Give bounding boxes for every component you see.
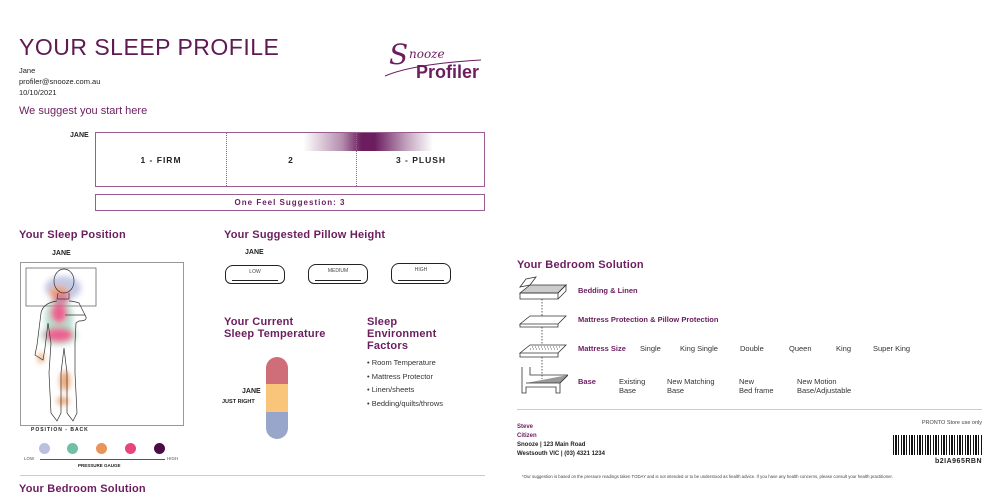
bedroom-heading: Your Bedroom Solution — [517, 259, 644, 271]
pillow-heading: Your Suggested Pillow Height — [224, 229, 386, 241]
pronto-label: PRONTO Store use only — [921, 420, 982, 426]
base-new-matching: New Matching Base — [667, 377, 715, 395]
pillow-high: HIGH — [391, 263, 451, 284]
gauge-dot-3 — [96, 443, 107, 454]
feel-heading: We suggest you start here — [19, 105, 148, 117]
snooze-profiler-logo — [383, 38, 488, 83]
size-single: Single — [640, 344, 661, 353]
env-item: • Room Temperature — [367, 358, 436, 367]
bedding-linen: Bedding & Linen — [578, 286, 638, 295]
barcode-code: b2IA965RBN — [934, 458, 982, 465]
pillow-medium: MEDIUM — [308, 264, 368, 284]
pillow-person: JANE — [245, 249, 264, 256]
feel-level-plush: 3 - PLUSH — [395, 155, 447, 165]
size-king: King — [836, 344, 852, 353]
base-new-bed-frame: New Bed frame — [739, 377, 774, 395]
profile-date: 10/10/2021 — [19, 88, 57, 97]
customer-email: profiler@snooze.com.au — [19, 77, 101, 86]
feel-suggestion: One Feel Suggestion: 3 — [95, 194, 485, 211]
gauge-label: PRESSURE GAUGE — [78, 463, 121, 468]
temperature-status: JUST RIGHT — [222, 399, 255, 405]
gauge-high: HIGH — [167, 456, 179, 461]
base-existing: Existing Base — [619, 377, 646, 395]
base-motion-adjustable: New Motion Base/Adjustable — [797, 377, 852, 395]
size-double: Double — [740, 344, 764, 353]
disclaimer: *Our suggestion is based on the pressure readings taken TODAY and is not intended or to be understood as health advice. If you have any health concerns, please consult your health practitioner. — [522, 474, 893, 479]
temperature-gauge — [266, 357, 288, 439]
customer-name: Jane — [19, 66, 36, 75]
base-label: Base — [578, 377, 596, 386]
bottom-heading: Your Bedroom Solution — [19, 483, 146, 495]
feel-scale — [95, 132, 485, 187]
env-item: • Mattress Protector — [367, 372, 433, 381]
gauge-dot-4 — [125, 443, 136, 454]
size-queen: Queen — [789, 344, 812, 353]
sleep-position-heading: Your Sleep Position — [19, 229, 126, 241]
mattress-protection: Mattress Protection & Pillow Protection — [578, 315, 719, 324]
mattress-size-label: Mattress Size — [578, 344, 626, 353]
staff-first-name: Steve — [517, 424, 534, 430]
page-title: YOUR SLEEP PROFILE — [19, 34, 280, 60]
pressure-map — [20, 262, 184, 426]
feel-indicator — [303, 133, 433, 151]
position-label: POSITION - BACK — [31, 427, 89, 433]
gauge-dot-5 — [154, 443, 165, 454]
env-item: • Bedding/quilts/throws — [367, 399, 443, 408]
store-contact: Westsouth VIC | (03) 4321 1234 — [517, 451, 605, 457]
feel-level-2: 2 — [288, 155, 294, 165]
feel-level-firm: 1 - FIRM — [140, 155, 182, 165]
env-item: • Linen/sheets — [367, 385, 415, 394]
body-pressure-figure — [21, 263, 183, 425]
feel-person: JANE — [70, 132, 89, 139]
temperature-heading: Your Current Sleep Temperature — [224, 316, 326, 340]
environment-heading: Sleep Environment Factors — [367, 316, 437, 352]
size-super-king: Super King — [873, 344, 911, 353]
size-king-single: King Single — [680, 344, 718, 353]
svg-text:Profiler: Profiler — [416, 62, 480, 82]
barcode — [893, 435, 982, 455]
gauge-low: LOW — [24, 456, 35, 461]
gauge-dot-2 — [67, 443, 78, 454]
gauge-dot-1 — [39, 443, 50, 454]
svg-text:nooze: nooze — [409, 47, 445, 61]
pillow-low: LOW — [225, 265, 285, 284]
temperature-person: JANE — [242, 388, 261, 395]
store-address: Snooze | 123 Main Road — [517, 442, 586, 448]
position-person: JANE — [52, 250, 71, 257]
svg-text:S: S — [389, 38, 409, 71]
staff-last-name: Citizen — [517, 433, 537, 439]
bed-layers-icon — [516, 275, 568, 400]
